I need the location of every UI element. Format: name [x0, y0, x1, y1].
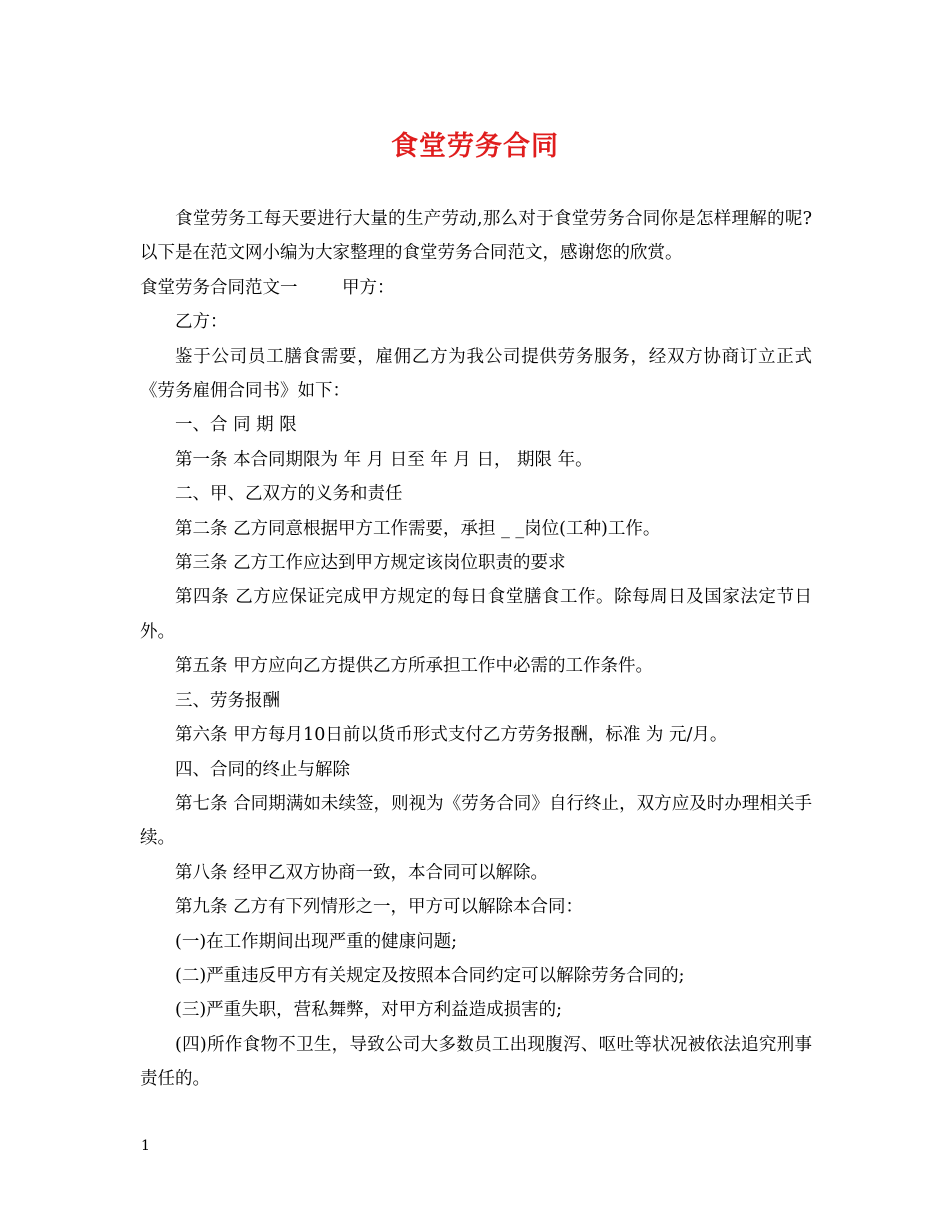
- paragraph-party-b: 乙方：: [175, 312, 228, 333]
- section-heading-term: 一、合 同 期 限: [175, 415, 297, 436]
- section-heading-remuneration: 三、劳务报酬: [175, 690, 280, 711]
- clause-3: (三)严重失职，营私舞弊，对甲方利益造成损害的;: [175, 1000, 563, 1021]
- article-1: 第一条 本合同期限为 年 月 日至 年 月 日， 期限 年。: [175, 449, 593, 470]
- section-heading-obligations: 二、甲、乙双方的义务和责任: [175, 484, 403, 505]
- article-5: 第五条 甲方应向乙方提供乙方所承担工作中必需的工作条件。: [175, 656, 654, 677]
- clause-1: (一)在工作期间出现严重的健康问题;: [175, 931, 458, 952]
- section-heading-termination: 四、合同的终止与解除: [175, 759, 350, 780]
- clause-4: (四)所作食物不卫生，导致公司大多数员工出现腹泻、呕吐等状况被依法追究刑事责任的。: [140, 1034, 812, 1090]
- article-2: 第二条 乙方同意根据甲方工作需要，承担 _ _岗位(工种)工作。: [175, 518, 661, 539]
- paragraph-sample-heading: 食堂劳务合同范文一 甲方：: [140, 277, 395, 298]
- article-6: 第六条 甲方每月10日前以货币形式支付乙方劳务报酬，标准 为 元/月。: [175, 725, 728, 746]
- article-7: 第七条 合同期满如未续签，则视为《劳务合同》自行终止，双方应及时办理相关手续。: [140, 793, 812, 849]
- article-9: 第九条 乙方有下列情形之一，甲方可以解除本合同：: [175, 897, 584, 918]
- paragraph-preamble: 鉴于公司员工膳食需要，雇佣乙方为我公司提供劳务服务，经双方协商订立正式《劳务雇佣合同书》如下：: [140, 346, 812, 402]
- article-3: 第三条 乙方工作应达到甲方规定该岗位职责的要求: [175, 553, 566, 574]
- clause-2: (二)严重违反甲方有关规定及按照本合同约定可以解除劳务合同的;: [175, 965, 685, 986]
- article-8: 第八条 经甲乙双方协商一致，本合同可以解除。: [175, 862, 549, 883]
- document-title: 食堂劳务合同: [391, 131, 559, 162]
- page-number: 1: [141, 1138, 150, 1154]
- document-body: [140, 202, 812, 1097]
- paragraph-intro: 食堂劳务工每天要进行大量的生产劳动,那么对于食堂劳务合同你是怎样理解的呢?以下是在范文网小编为大家整理的食堂劳务合同范文，感谢您的欣赏。: [140, 209, 812, 264]
- article-4: 第四条 乙方应保证完成甲方规定的每日食堂膳食工作。除每周日及国家法定节日外。: [140, 587, 812, 642]
